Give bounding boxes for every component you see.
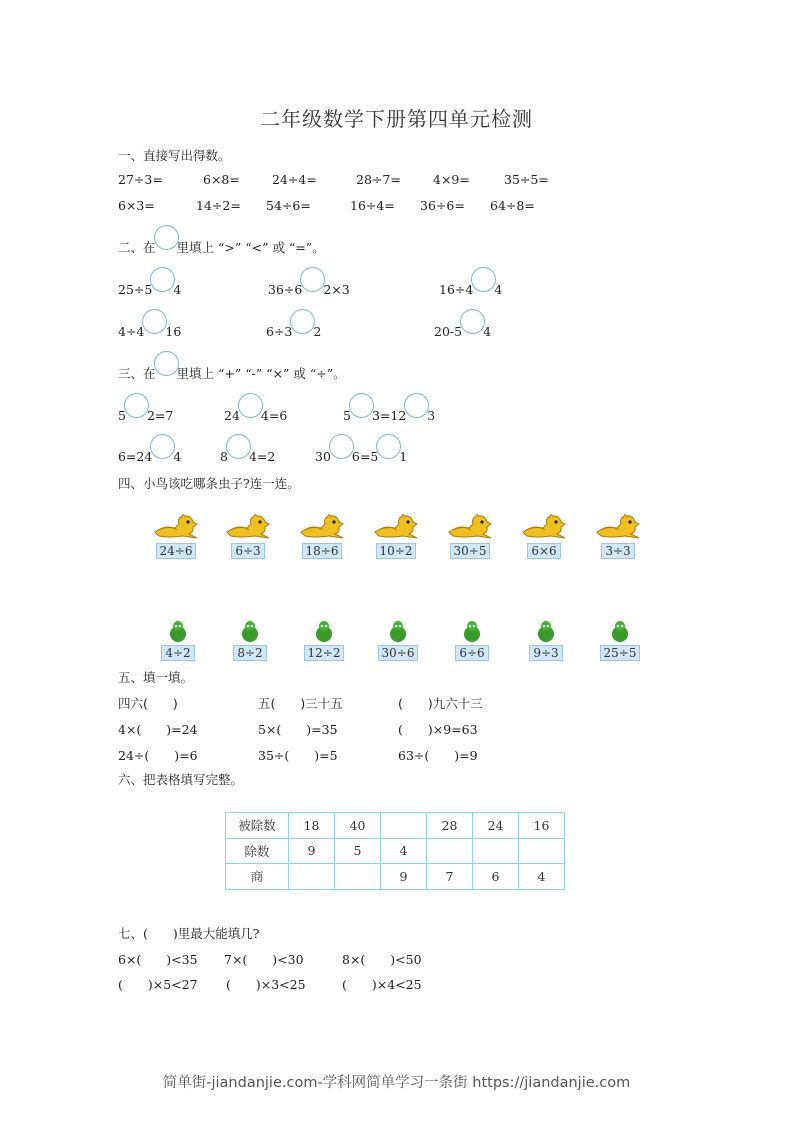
bird-icon	[298, 514, 346, 540]
bird-card[interactable]	[446, 514, 494, 559]
bird-card[interactable]	[594, 514, 642, 559]
part-a: 30	[315, 449, 331, 464]
lhs: 16÷4	[439, 282, 474, 297]
lhs: 36÷6	[268, 282, 303, 297]
s1-r1-5: 35÷5=	[504, 172, 549, 187]
s1-r2-4: 36÷6=	[420, 198, 465, 213]
s1-r1-0: 27÷3=	[118, 172, 163, 187]
worm-card[interactable]	[154, 620, 202, 661]
fill-1-1[interactable]: 5×( )=35	[258, 722, 338, 737]
table-cell: 16	[519, 813, 565, 839]
worm-icon	[596, 620, 644, 642]
s1-r2-5: 64÷8=	[490, 198, 535, 213]
answer-circle[interactable]	[150, 267, 175, 292]
compare-item	[118, 274, 181, 299]
table-row	[226, 838, 565, 864]
s1-r2-3: 16÷4=	[350, 198, 395, 213]
fill-2-1[interactable]: 35÷( )=5	[258, 748, 338, 763]
fill-1-2[interactable]: ( )×9=63	[398, 722, 478, 737]
max-1-0[interactable]: ( )×5<27	[118, 977, 198, 992]
max-0-2[interactable]: 8×( )<50	[342, 952, 422, 967]
answer-circle[interactable]	[349, 393, 374, 418]
page-title: 二年级数学下册第四单元检测	[260, 107, 533, 131]
max-1-1[interactable]: ( )×3<25	[226, 977, 306, 992]
lhs: 20-5	[434, 324, 463, 339]
section6-heading: 六、把表格填写完整。	[118, 772, 244, 787]
s1-r2-1: 14÷2=	[196, 198, 241, 213]
table-cell[interactable]	[427, 838, 473, 864]
table-cell[interactable]	[381, 813, 427, 839]
table-cell: 5	[335, 838, 381, 864]
worm-label: 6÷6	[455, 645, 488, 661]
worm-label: 12÷2	[304, 645, 345, 661]
bird-card[interactable]	[520, 514, 568, 559]
heading-post: 里填上 “>” “<” 或 “=”。	[176, 240, 325, 255]
answer-circle[interactable]	[226, 434, 251, 459]
bird-icon	[224, 514, 272, 540]
lhs: 4÷4	[118, 324, 145, 339]
max-0-0[interactable]: 6×( )<35	[118, 952, 198, 967]
row-header: 除数	[226, 838, 289, 864]
compare-item	[266, 316, 321, 341]
heading-post: 里填上 “+” “-” “×” 或 “÷”。	[176, 366, 346, 381]
part-a: 5	[118, 408, 126, 423]
bird-label: 6×6	[527, 543, 560, 559]
operator-item	[343, 400, 435, 425]
section2-heading	[118, 232, 325, 257]
max-1-2[interactable]: ( )×4<25	[342, 977, 422, 992]
answer-circle[interactable]	[329, 434, 354, 459]
bird-card[interactable]	[298, 514, 346, 559]
bird-label: 24÷6	[156, 543, 197, 559]
answer-circle[interactable]	[404, 393, 429, 418]
row-header: 被除数	[226, 813, 289, 839]
bird-card[interactable]	[224, 514, 272, 559]
rhs: 4	[494, 282, 503, 297]
s1-r1-3: 28÷7=	[356, 172, 401, 187]
fill-0-0[interactable]: 四六( )	[118, 696, 178, 711]
bird-label: 18÷6	[302, 543, 343, 559]
worm-card[interactable]	[226, 620, 274, 661]
row-header: 商	[226, 864, 289, 890]
section5-heading: 五、填一填。	[118, 670, 194, 685]
compare-item	[439, 274, 502, 299]
rhs: 2	[313, 324, 322, 339]
worm-icon	[522, 620, 570, 642]
heading-pre: 三、在	[118, 366, 156, 381]
fill-1-0[interactable]: 4×( )=24	[118, 722, 198, 737]
operator-item	[315, 441, 407, 466]
table-cell: 24	[473, 813, 519, 839]
worm-card[interactable]	[522, 620, 570, 661]
table-cell[interactable]	[473, 838, 519, 864]
table-cell[interactable]	[289, 864, 335, 890]
worm-label: 30÷6	[378, 645, 419, 661]
table-cell: 6	[473, 864, 519, 890]
worm-icon	[226, 620, 274, 642]
lhs: 25÷5	[118, 282, 153, 297]
heading-pre: 二、在	[118, 240, 156, 255]
table-cell[interactable]	[519, 838, 565, 864]
s1-r1-2: 24÷4=	[272, 172, 317, 187]
bird-icon	[446, 514, 494, 540]
answer-circle[interactable]	[142, 309, 167, 334]
table-cell: 4	[381, 838, 427, 864]
circle-icon	[154, 351, 179, 376]
rhs: 16	[165, 324, 182, 339]
answer-circle[interactable]	[124, 393, 149, 418]
table-row	[226, 864, 565, 890]
table-cell: 9	[381, 864, 427, 890]
part-c: 3	[427, 408, 436, 423]
fill-2-0[interactable]: 24÷( )=6	[118, 748, 198, 763]
bird-label: 10÷2	[376, 543, 417, 559]
worm-card[interactable]	[300, 620, 348, 661]
part-a: 5	[343, 408, 351, 423]
answer-circle[interactable]	[300, 267, 325, 292]
table-cell: 7	[427, 864, 473, 890]
s1-r1-4: 4×9=	[433, 172, 470, 187]
lhs: 6÷3	[266, 324, 293, 339]
rhs: 4	[173, 282, 182, 297]
rhs: 2×3	[323, 282, 350, 297]
operator-item	[220, 441, 275, 466]
table-cell: 18	[289, 813, 335, 839]
table-cell: 9	[289, 838, 335, 864]
part-c: 1	[399, 449, 408, 464]
s1-r2-2: 54÷6=	[266, 198, 311, 213]
part-b: 2=7	[146, 408, 174, 423]
part-b: 4	[173, 449, 182, 464]
section7-heading: 七、( )里最大能填几?	[118, 926, 260, 941]
rhs: 4	[483, 324, 492, 339]
table-row	[226, 813, 565, 839]
s1-r2-0: 6×3=	[118, 198, 155, 213]
operator-item	[224, 400, 287, 425]
worm-card[interactable]	[596, 620, 644, 661]
worm-label: 25÷5	[600, 645, 641, 661]
worm-icon	[154, 620, 202, 642]
part-b: 4=2	[248, 449, 276, 464]
table-cell: 40	[335, 813, 381, 839]
fill-0-1[interactable]: 五( )三十五	[258, 696, 343, 711]
bird-label: 3÷3	[601, 543, 634, 559]
operator-item	[118, 400, 173, 425]
bird-label: 30÷5	[450, 543, 491, 559]
compare-item	[268, 274, 350, 299]
part-b: 6=5	[351, 449, 379, 464]
answer-circle[interactable]	[290, 309, 315, 334]
answer-circle[interactable]	[471, 267, 496, 292]
bird-icon	[520, 514, 568, 540]
bird-card[interactable]	[372, 514, 420, 559]
fill-2-2[interactable]: 63÷( )=9	[398, 748, 478, 763]
part-a: 24	[224, 408, 240, 423]
bird-label: 6÷3	[231, 543, 264, 559]
worm-card[interactable]	[448, 620, 496, 661]
operator-item	[118, 441, 181, 466]
worm-icon	[374, 620, 422, 642]
s1-r1-1: 6×8=	[203, 172, 240, 187]
part-a: 8	[220, 449, 228, 464]
worm-label: 4÷2	[161, 645, 194, 661]
section1-heading: 一、直接写出得数。	[118, 148, 231, 163]
section4-heading: 四、小鸟该吃哪条虫子?连一连。	[118, 476, 300, 491]
bird-card[interactable]	[152, 514, 200, 559]
worm-label: 8÷2	[233, 645, 266, 661]
part-b: 3=12	[371, 408, 407, 423]
bird-icon	[594, 514, 642, 540]
answer-circle[interactable]	[376, 434, 401, 459]
compare-item	[434, 316, 491, 341]
worm-label: 9÷3	[529, 645, 562, 661]
table-cell[interactable]	[335, 864, 381, 890]
division-table	[225, 812, 565, 890]
part-a: 6=24	[118, 449, 153, 464]
footer-watermark: 简单街-jiandanjie.com-学科网简单学习一条街 https://jiandanjie.com	[162, 1075, 631, 1091]
fill-0-2[interactable]: ( )九六十三	[398, 696, 483, 711]
worm-card[interactable]	[374, 620, 422, 661]
circle-icon	[154, 225, 179, 250]
table-cell: 4	[519, 864, 565, 890]
worm-icon	[448, 620, 496, 642]
answer-circle[interactable]	[150, 434, 175, 459]
bird-icon	[372, 514, 420, 540]
table-cell: 28	[427, 813, 473, 839]
bird-icon	[152, 514, 200, 540]
max-0-1[interactable]: 7×( )<30	[224, 952, 304, 967]
section3-heading	[118, 358, 346, 383]
answer-circle[interactable]	[238, 393, 263, 418]
compare-item	[118, 316, 181, 341]
answer-circle[interactable]	[460, 309, 485, 334]
worm-icon	[300, 620, 348, 642]
part-b: 4=6	[260, 408, 288, 423]
